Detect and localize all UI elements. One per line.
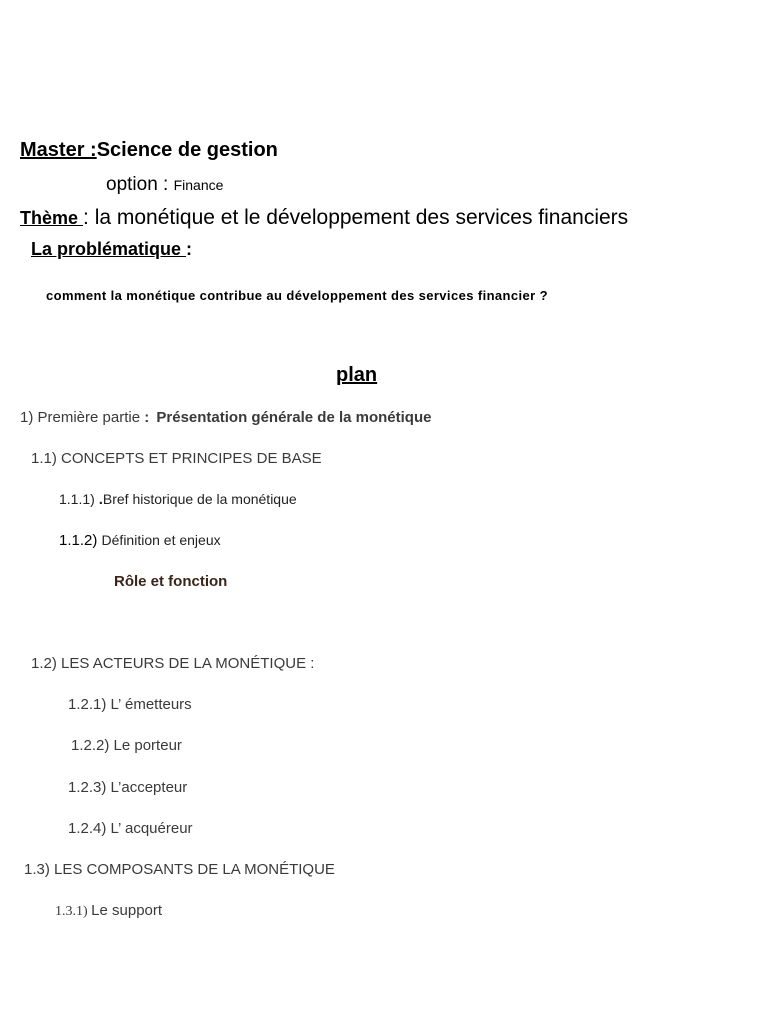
problematique-text: comment la monétique contribue au développement des services financier ?: [46, 288, 548, 303]
section-1-1-2-text: Définition et enjeux: [101, 532, 221, 548]
plan-title: plan: [336, 364, 378, 386]
section-1-3: 1.3) LES COMPOSANTS DE LA MONÉTIQUE: [24, 861, 335, 878]
problematique-heading: [31, 239, 192, 260]
part1-prefix: 1) Première partie: [20, 409, 145, 426]
section-1-2-4: 1.2.4) L’ acquéreur: [68, 820, 193, 837]
problematique-colon: :: [186, 239, 193, 259]
section-1-1-1: [59, 491, 297, 508]
section-1-2: 1.2) LES ACTEURS DE LA MONÉTIQUE :: [31, 655, 315, 672]
section-1-2-3: 1.2.3) L’accepteur: [68, 779, 188, 796]
option-line: [106, 174, 223, 196]
section-1-2-2: 1.2.2) Le porteur: [71, 737, 182, 754]
part1-heading: [20, 409, 431, 426]
section-1-3-1-text: Le support: [91, 902, 163, 919]
master-value: Science de gestion: [96, 139, 278, 161]
option-value: Finance: [173, 177, 224, 193]
problematique-label: La problématique: [31, 239, 187, 259]
part1-colon: :: [144, 409, 154, 426]
section-1-1-2-number: 1.1.2): [59, 532, 102, 549]
section-1-1-2: [59, 532, 221, 549]
option-label: option :: [106, 174, 174, 195]
section-1-3-1: [55, 902, 162, 920]
master-line: [20, 139, 278, 162]
section-1-1-1-number: 1.1.1): [59, 491, 99, 507]
section-1-1: 1.1) CONCEPTS ET PRINCIPES DE BASE: [31, 450, 322, 467]
section-1-1-1-text: Bref historique de la monétique: [102, 491, 297, 507]
theme-label: Thème: [20, 208, 84, 228]
role-et-fonction: Rôle et fonction: [114, 573, 228, 590]
part1-title: Présentation générale de la monétique: [156, 409, 432, 426]
section-1-1-1-dot: .: [98, 491, 103, 508]
theme-line: [20, 206, 628, 230]
theme-value: : la monétique et le développement des services financiers: [83, 206, 629, 229]
section-1-3-1-number: 1.3.1): [55, 904, 92, 919]
master-label: Master :: [20, 139, 97, 161]
section-1-2-1: 1.2.1) L’ émetteurs: [68, 696, 192, 713]
